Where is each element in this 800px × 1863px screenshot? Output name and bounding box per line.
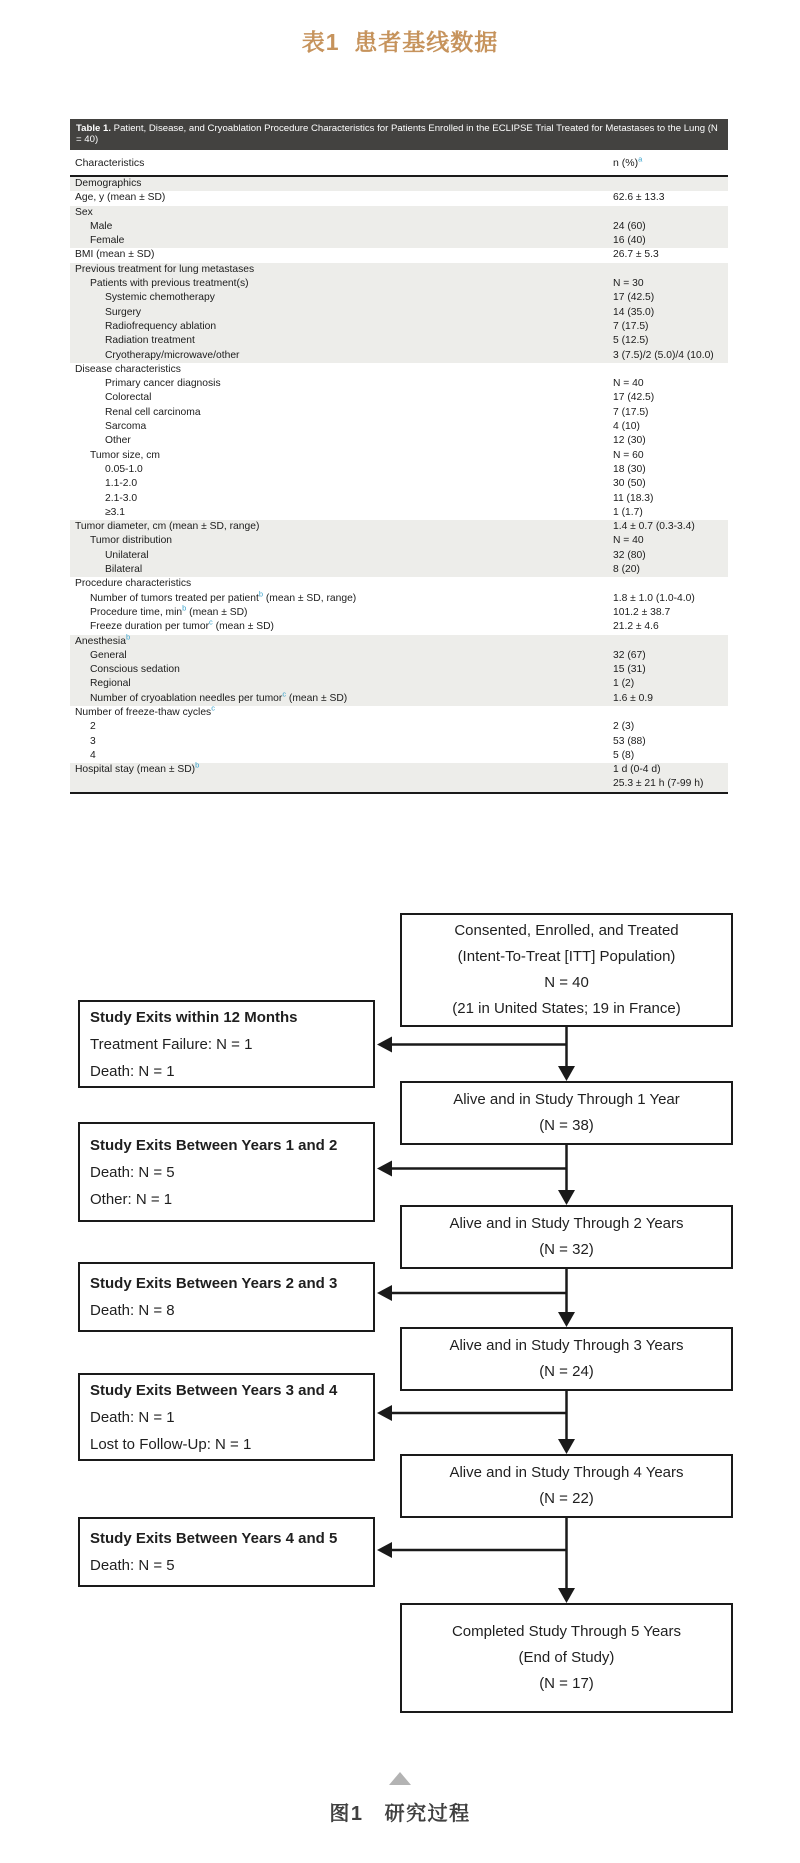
table-row bbox=[70, 363, 728, 377]
row-value: N = 40 bbox=[613, 535, 644, 547]
row-value: 4 (10) bbox=[613, 421, 640, 433]
table-title-label: Table 1. bbox=[76, 123, 112, 134]
flow-line: Alive and in Study Through 2 Years bbox=[449, 1215, 684, 1232]
row-label: Cryotherapy/microwave/other bbox=[105, 349, 240, 361]
row-label: Age, y (mean ± SD) bbox=[75, 192, 166, 204]
row-value: 5 (12.5) bbox=[613, 335, 649, 347]
flow-line: (End of Study) bbox=[518, 1649, 615, 1666]
row-label: Male bbox=[90, 220, 113, 232]
row-value: 30 (50) bbox=[613, 478, 646, 490]
flow-connectors bbox=[0, 900, 800, 1750]
flow-line: (N = 38) bbox=[539, 1117, 594, 1134]
footnote-superscript: b bbox=[195, 760, 200, 770]
table-row bbox=[70, 749, 728, 763]
row-value bbox=[613, 263, 728, 277]
table-row bbox=[70, 735, 728, 749]
table-row bbox=[70, 449, 728, 463]
row-value bbox=[613, 363, 728, 377]
row-value: 21.2 ± 4.6 bbox=[613, 621, 659, 633]
table-row bbox=[70, 334, 728, 348]
footnote-superscript: b bbox=[125, 632, 131, 642]
table-row bbox=[70, 589, 728, 606]
flow-line: Other: N = 1 bbox=[90, 1190, 173, 1208]
flow-line: (N = 22) bbox=[539, 1490, 594, 1507]
row-label: 3 bbox=[90, 735, 96, 747]
footnote-superscript: a bbox=[638, 154, 643, 164]
row-value: 1 (1.7) bbox=[613, 506, 643, 518]
flow-line: Alive and in Study Through 4 Years bbox=[449, 1464, 684, 1481]
row-value: 1.8 ± 1.0 (1.0-4.0) bbox=[613, 592, 695, 604]
flow-line: (21 in United States; 19 in France) bbox=[452, 1000, 681, 1017]
flow-line: (N = 17) bbox=[539, 1675, 594, 1692]
table-row bbox=[70, 220, 728, 234]
table-row bbox=[70, 577, 728, 591]
row-label: Previous treatment for lung metastases bbox=[75, 263, 255, 275]
row-label: Number of tumors treated per patient$^b$ (mean ± SD, range) bbox=[90, 589, 357, 604]
row-label: Demographics bbox=[75, 178, 142, 189]
row-value: 18 (30) bbox=[613, 463, 646, 475]
col-header-characteristics: Characteristics bbox=[75, 157, 145, 169]
flow-line: Completed Study Through 5 Years bbox=[451, 1623, 682, 1640]
row-value bbox=[613, 577, 728, 591]
row-value: 32 (80) bbox=[613, 549, 646, 561]
row-label: 2.1-3.0 bbox=[105, 492, 138, 504]
table-row bbox=[70, 492, 728, 506]
flow-line: Death: N = 5 bbox=[90, 1557, 175, 1574]
row-value: 17 (42.5) bbox=[613, 392, 655, 404]
table-title-text: Patient, Disease, and Cryoablation Procedure Characteristics for Patients Enrolled in the ECLIPSE Trial Treated for Metastases to the Lung (N = 40) bbox=[76, 123, 718, 145]
table-row bbox=[70, 720, 728, 734]
table-rows bbox=[70, 177, 728, 794]
row-label: General bbox=[90, 649, 127, 661]
row-label: Patients with previous treatment(s) bbox=[90, 278, 249, 290]
row-label: Procedure time, $\min^b$ (mean ± SD) bbox=[90, 603, 248, 618]
table-row bbox=[70, 649, 728, 663]
row-label: Surgery bbox=[105, 306, 142, 318]
row-label: Tumor distribution bbox=[90, 535, 173, 547]
table-row bbox=[70, 760, 728, 792]
table-row bbox=[70, 563, 728, 577]
flow-line: Death: N = 1 bbox=[90, 1062, 175, 1080]
footnote-superscript: b bbox=[258, 589, 264, 599]
table-row bbox=[70, 617, 728, 634]
row-label: Disease characteristics bbox=[75, 363, 181, 375]
row-label: Procedure characteristics bbox=[75, 578, 192, 590]
table-1 bbox=[70, 119, 728, 794]
row-label: Sex bbox=[75, 206, 93, 218]
row-label: Systemic chemotherapy bbox=[105, 292, 215, 304]
flow-line: Alive and in Study Through 1 Year bbox=[453, 1091, 680, 1108]
row-label: BMI (mean ± SD) bbox=[75, 249, 155, 261]
row-value: 7 (17.5) bbox=[613, 406, 649, 418]
flow-line: Death: N = 8 bbox=[90, 1302, 175, 1319]
flow-line: N = 40 bbox=[544, 974, 589, 991]
flow-line: Death: N = 1 bbox=[90, 1408, 175, 1426]
col-header-n-pct: n (%)$^a$ bbox=[613, 154, 643, 169]
row-value: 101.2 ± 38.7 bbox=[613, 606, 671, 618]
table-row bbox=[70, 177, 728, 191]
row-value: 1 d (0-4 d) 25.3 ± 21 h (7-99 h) bbox=[613, 764, 704, 790]
row-label: Tumor diameter, cm (mean ± SD, range) bbox=[75, 521, 260, 533]
table-row bbox=[70, 320, 728, 334]
table-row bbox=[70, 306, 728, 320]
table-row bbox=[70, 234, 728, 248]
exit-title: Study Exits Between Years 2 and 3 bbox=[90, 1275, 338, 1292]
table-row bbox=[70, 191, 728, 205]
row-label: Radiofrequency ablation bbox=[105, 320, 217, 332]
row-label: Colorectal bbox=[105, 392, 152, 404]
row-value: 15 (31) bbox=[613, 664, 646, 676]
row-value: 5 (8) bbox=[613, 749, 635, 761]
table-row bbox=[70, 349, 728, 363]
table-row bbox=[70, 703, 728, 720]
footnote-superscript: c bbox=[282, 689, 287, 699]
table-row bbox=[70, 391, 728, 405]
row-value: 2 (3) bbox=[613, 721, 635, 733]
table-row bbox=[70, 506, 728, 520]
row-label: Other bbox=[105, 435, 131, 447]
exit-title: Study Exits Between Years 3 and 4 bbox=[90, 1381, 338, 1399]
row-label: Unilateral bbox=[105, 549, 149, 561]
flow-line: Lost to Follow-Up: N = 1 bbox=[90, 1435, 252, 1453]
table-row bbox=[70, 434, 728, 448]
footnote-superscript: c bbox=[211, 703, 215, 713]
row-label: Number of cryoablation needles per tumor$^c$ (mean ± SD) bbox=[90, 689, 348, 704]
row-label: Freeze duration per tumor$^c$ (mean ± SD) bbox=[90, 617, 274, 633]
table-row bbox=[70, 677, 728, 691]
row-value: 53 (88) bbox=[613, 735, 646, 747]
row-label: 1.1-2.0 bbox=[105, 478, 138, 490]
exit-title: Study Exits within 12 Months bbox=[90, 1008, 298, 1026]
row-label: 4 bbox=[90, 749, 96, 761]
row-value: 1 (2) bbox=[613, 678, 635, 690]
row-value: 14 (35.0) bbox=[613, 306, 655, 318]
footnote-superscript: b bbox=[182, 603, 187, 613]
row-label: Regional bbox=[90, 678, 131, 690]
row-value bbox=[613, 177, 728, 191]
table-row bbox=[70, 291, 728, 305]
row-value bbox=[613, 706, 728, 720]
table-title-bar bbox=[70, 119, 728, 150]
flow-line: Alive and in Study Through 3 Years bbox=[449, 1337, 684, 1354]
row-value: 1.6 ± 0.9 bbox=[613, 692, 654, 704]
row-label: ≥3.1 bbox=[105, 506, 125, 518]
flow-line: (N = 24) bbox=[539, 1363, 594, 1380]
row-value: 8 (20) bbox=[613, 564, 640, 576]
table-row bbox=[70, 689, 728, 706]
row-label: Bilateral bbox=[105, 564, 143, 576]
table-caption-cn: 表1 患者基线数据 bbox=[301, 29, 499, 55]
row-label: Primary cancer diagnosis bbox=[105, 378, 221, 390]
row-label: Anesthesia$^b$ bbox=[75, 632, 131, 647]
table-row bbox=[70, 206, 728, 220]
exit-title: Study Exits Between Years 1 and 2 bbox=[90, 1136, 338, 1154]
row-value: 1.4 ± 0.7 (0.3-3.4) bbox=[613, 521, 695, 533]
row-value: 16 (40) bbox=[613, 235, 646, 247]
table-row bbox=[70, 420, 728, 434]
row-value: 32 (67) bbox=[613, 649, 646, 661]
table-row bbox=[70, 477, 728, 491]
row-value: 11 (18.3) bbox=[613, 492, 654, 504]
row-label: Tumor size, cm bbox=[90, 449, 160, 461]
row-value: N = 30 bbox=[613, 278, 644, 290]
flow-line: Consented, Enrolled, and Treated bbox=[454, 922, 679, 939]
table-row bbox=[70, 663, 728, 677]
table-row bbox=[70, 603, 728, 620]
row-value: 7 (17.5) bbox=[613, 320, 649, 332]
row-label: Female bbox=[90, 235, 125, 247]
row-value: 3 (7.5)/2 (5.0)/4 (10.0) bbox=[613, 349, 714, 361]
table-row bbox=[70, 463, 728, 477]
row-label: Number of freeze-thaw cycles$^c$ bbox=[75, 703, 215, 718]
row-label: 2 bbox=[90, 721, 96, 733]
row-value: 24 (60) bbox=[613, 220, 646, 232]
table-column-header bbox=[70, 150, 728, 177]
row-value: 26.7 ± 5.3 bbox=[613, 249, 659, 261]
table-row bbox=[70, 549, 728, 563]
table-row bbox=[70, 277, 728, 291]
exit-title: Study Exits Between Years 4 and 5 bbox=[90, 1530, 338, 1547]
row-value: 17 (42.5) bbox=[613, 292, 655, 304]
row-value bbox=[613, 206, 728, 220]
flow-line: Treatment Failure: N = 1 bbox=[90, 1035, 253, 1053]
row-label: Conscious sedation bbox=[90, 664, 180, 676]
table-row bbox=[70, 377, 728, 391]
row-label: Sarcoma bbox=[105, 421, 147, 433]
row-label: Radiation treatment bbox=[105, 335, 195, 347]
table-row bbox=[70, 248, 728, 262]
flow-line: (N = 32) bbox=[539, 1241, 594, 1258]
row-value: N = 60 bbox=[613, 449, 644, 461]
row-value: N = 40 bbox=[613, 378, 644, 390]
table-row bbox=[70, 406, 728, 420]
flow-line: (Intent-To-Treat [ITT] Population) bbox=[457, 948, 676, 965]
footnote-superscript: c bbox=[209, 617, 213, 627]
row-label: 0.05-1.0 bbox=[105, 463, 143, 475]
row-value: 62.6 ± 13.3 bbox=[613, 192, 665, 204]
row-label: Renal cell carcinoma bbox=[105, 406, 201, 418]
table-row bbox=[70, 632, 728, 649]
table-row bbox=[70, 263, 728, 277]
row-value: 12 (30) bbox=[613, 435, 646, 447]
flow-line: Death: N = 5 bbox=[90, 1163, 175, 1181]
row-label: Hospital stay (mean ± SD)$^b$ bbox=[75, 760, 200, 776]
table-row bbox=[70, 534, 728, 548]
row-value bbox=[613, 635, 728, 649]
table-row bbox=[70, 520, 728, 534]
collapse-triangle-icon bbox=[389, 1772, 411, 1785]
figure-caption-cn: 图1 研究过程 bbox=[329, 1803, 471, 1825]
